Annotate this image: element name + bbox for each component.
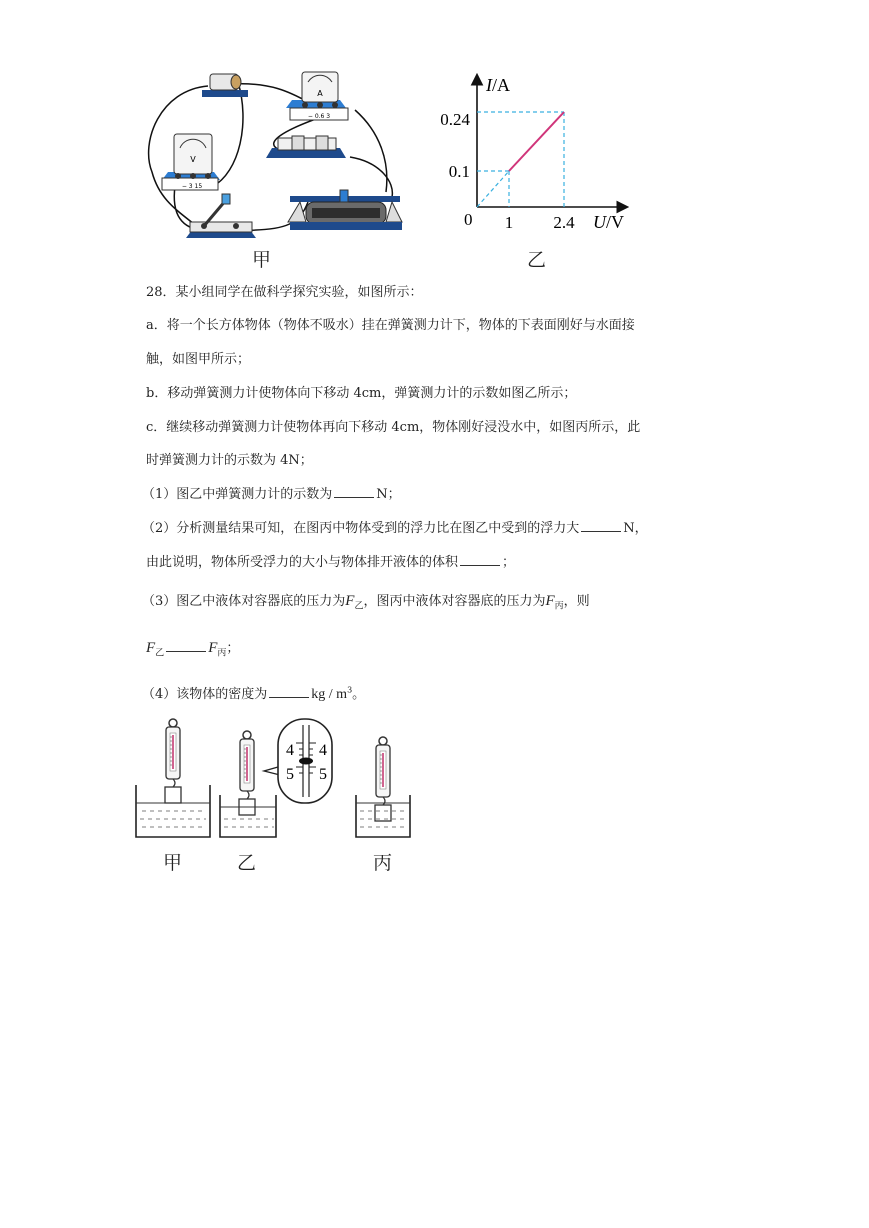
lamp-icon <box>266 136 346 158</box>
zoom-tick-label: 5 <box>319 766 327 783</box>
question-stem: 28．某小组同学在做科学探究实验，如图所示： <box>146 285 423 300</box>
q4-suffix: 。 <box>352 687 366 702</box>
setup-bing <box>356 737 410 837</box>
bottom-caption-jia: 甲 <box>163 852 183 874</box>
q2-suffix: N， <box>623 521 648 536</box>
question-2-line1 <box>142 517 648 536</box>
q2-line2-suffix: ； <box>502 555 516 570</box>
wire <box>212 82 243 187</box>
force-symbol: F <box>545 593 555 609</box>
density-unit: kg / m <box>311 687 348 702</box>
step-c-line2: 时弹簧测力计的示数为 4N； <box>146 453 313 468</box>
force-subscript: 乙 <box>354 601 364 612</box>
setup-yi <box>220 719 332 837</box>
answer-blank[interactable] <box>460 553 500 566</box>
iu-graph <box>430 62 640 242</box>
q3-end: ； <box>226 641 240 656</box>
q3-part3: ，则 <box>563 594 590 609</box>
question-3-line2 <box>146 637 239 659</box>
voltmeter-icon <box>162 134 220 190</box>
voltmeter-terminals: − 3 15 <box>181 183 203 190</box>
step-a-line2: 触，如图甲所示； <box>146 352 251 367</box>
series-line-0 <box>477 171 509 207</box>
q1-suffix: N； <box>376 487 401 502</box>
zoom-tick-label: 4 <box>319 742 327 759</box>
zoom-tick-label: 5 <box>286 766 294 783</box>
question-4 <box>142 683 365 703</box>
spring-scale-figure <box>130 715 420 845</box>
question-2-line2 <box>146 551 515 570</box>
zoom-tick-label: 4 <box>286 742 294 759</box>
unit-exponent: 3 <box>347 685 353 695</box>
switch-icon <box>186 194 256 238</box>
block <box>375 805 391 821</box>
x-tick-label: 2.4 <box>553 213 575 232</box>
force-subscript: 丙 <box>554 601 564 612</box>
ammeter-label: A <box>317 89 323 98</box>
bottom-caption-bing: 丙 <box>373 852 393 874</box>
force-symbol: F <box>345 593 355 609</box>
q3-part1: （3）图乙中液体对容器底的压力为 <box>142 594 346 609</box>
figure-caption-jia: 甲 <box>252 249 272 271</box>
q2-line2-prefix: 由此说明，物体所受浮力的大小与物体排开液体的体积 <box>146 555 459 570</box>
q2-prefix: （2）分析测量结果可知，在图丙中物体受到的浮力比在图乙中受到的浮力大 <box>142 521 580 536</box>
q1-prefix: （1）图乙中弹簧测力计的示数为 <box>142 487 333 502</box>
block <box>165 787 181 803</box>
answer-blank[interactable] <box>269 685 309 698</box>
y-tick-label: 0.24 <box>440 110 470 129</box>
x-axis-label: U/V <box>593 212 624 232</box>
wire <box>355 110 387 192</box>
step-b: b．移动弹簧测力计使物体向下移动 4cm，弹簧测力计的示数如图乙所示； <box>146 386 577 401</box>
force-symbol: F <box>208 640 218 656</box>
x-tick-label: 1 <box>504 213 514 232</box>
y-tick-label: 0.1 <box>448 162 470 181</box>
figure-caption-yi: 乙 <box>527 249 547 271</box>
circuit-diagram <box>140 62 420 247</box>
question-3-line1 <box>142 590 590 612</box>
battery-icon <box>202 74 248 97</box>
bottom-caption-yi: 乙 <box>237 852 257 874</box>
y-axis-label: I/A <box>486 75 510 95</box>
force-subscript: 丙 <box>217 648 227 659</box>
force-symbol: F <box>146 640 156 656</box>
force-subscript: 乙 <box>155 648 165 659</box>
answer-blank[interactable] <box>166 639 206 652</box>
origin-label: 0 <box>464 210 473 229</box>
answer-blank[interactable] <box>581 519 621 532</box>
q4-prefix: （4）该物体的密度为 <box>142 687 268 702</box>
ammeter-terminals: − 0.6 3 <box>307 113 331 120</box>
step-a-line1: a．将一个长方体物体（物体不吸水）挂在弹簧测力计下，物体的下表面刚好与水面接 <box>146 318 635 333</box>
answer-blank[interactable] <box>334 485 374 498</box>
step-c-line1: c．继续移动弹簧测力计使物体再向下移动 4cm，物体刚好浸没水中，如图丙所示，此 <box>146 420 641 435</box>
pointer <box>299 758 313 765</box>
setup-jia <box>136 719 210 837</box>
series-line-1 <box>509 112 564 171</box>
q3-part2: ，图丙中液体对容器底的压力为 <box>363 594 546 609</box>
voltmeter-label: V <box>190 155 196 164</box>
question-1 <box>142 483 401 502</box>
